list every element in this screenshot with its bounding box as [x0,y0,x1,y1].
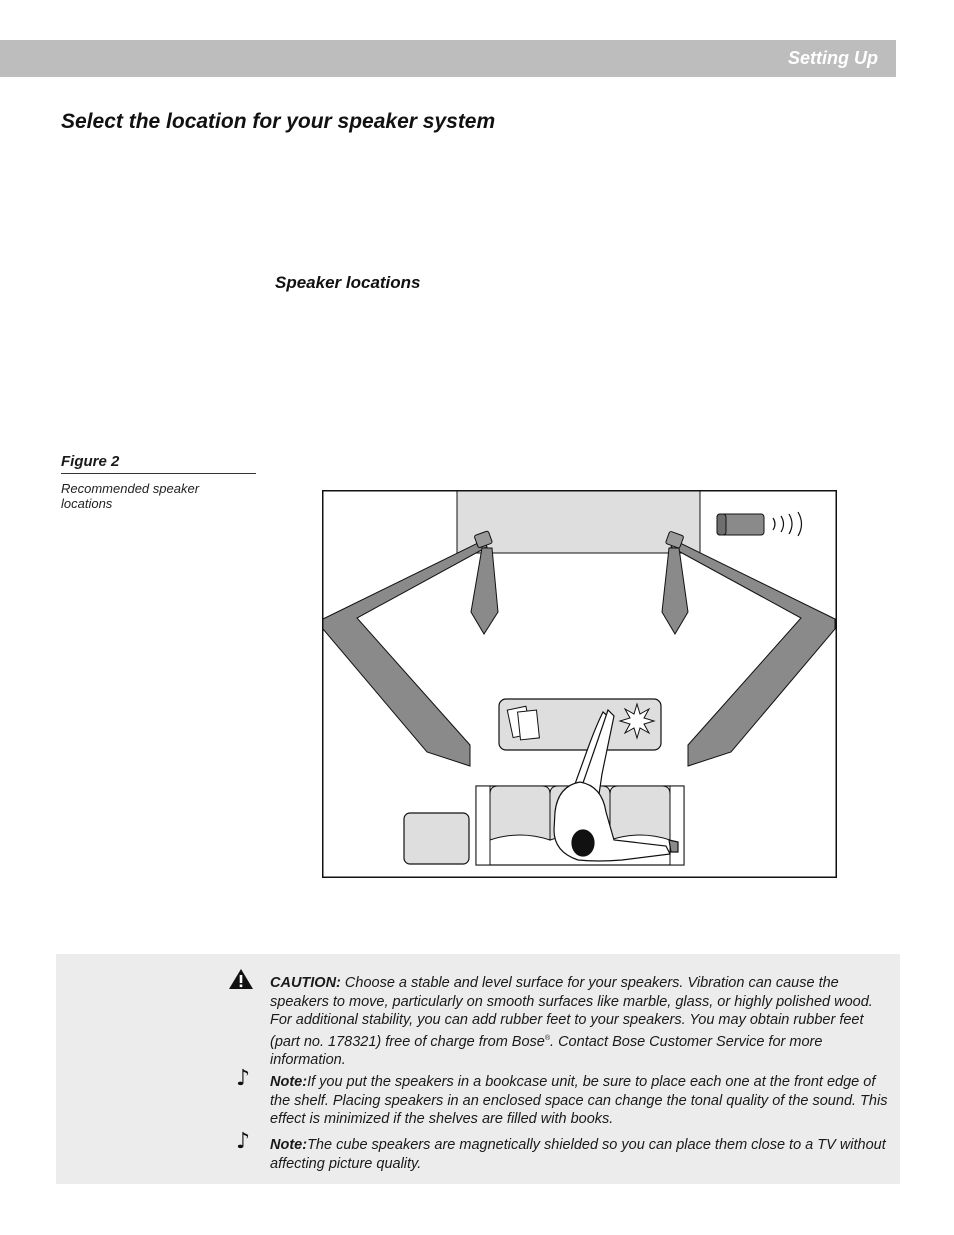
figure-caption: Recommended speaker locations [61,481,200,511]
figure-label: Figure 2 [61,453,256,474]
note-text: If you put the speakers in a bookcase unit, be sure to place each one at the front edge of the shelf. Placing speakers in an enclosed space can change the tonal quality of the sound. This effect is minimized if the shelves are filled with books. [270,1074,888,1127]
header-bar [0,40,896,77]
caution-text-end: . Contact Bose Customer Service for more information. [270,1033,823,1068]
tv-console [457,491,700,553]
notes-panel [56,954,900,1184]
section-heading: Speaker locations [275,273,421,292]
section-title: Setting Up [788,48,878,68]
caution-triangle-icon [228,968,254,990]
caution-note [270,974,894,1069]
note-label: Note: [270,1137,308,1153]
side-table [404,813,469,864]
caution-text: Choose a stable and level surface for your speakers. Vibration can cause the speakers to move, particularly on smooth surfaces like marble, glass, or highly polished wood. For additional stability, you can add rubber feet to your speakers. You may obtain rubber feet (part no. 178321) free of charge from Bose [270,975,873,1050]
bookcase-note [236,1066,894,1129]
note-text: The cube speakers are magnetically shielded so you can place them close to a TV without affecting picture quality. [270,1137,886,1172]
coffee-table [499,699,661,750]
shielding-note [236,1129,894,1173]
page-title: Select the location for your speaker system [61,110,496,133]
speaker-location-diagram [322,490,837,878]
music-note-icon: ♪ [236,1129,251,1154]
caution-label: CAUTION: [270,975,341,991]
note-label: Note: [270,1074,308,1090]
music-note-icon: ♪ [236,1066,251,1091]
registered-mark: ® [544,1034,551,1042]
